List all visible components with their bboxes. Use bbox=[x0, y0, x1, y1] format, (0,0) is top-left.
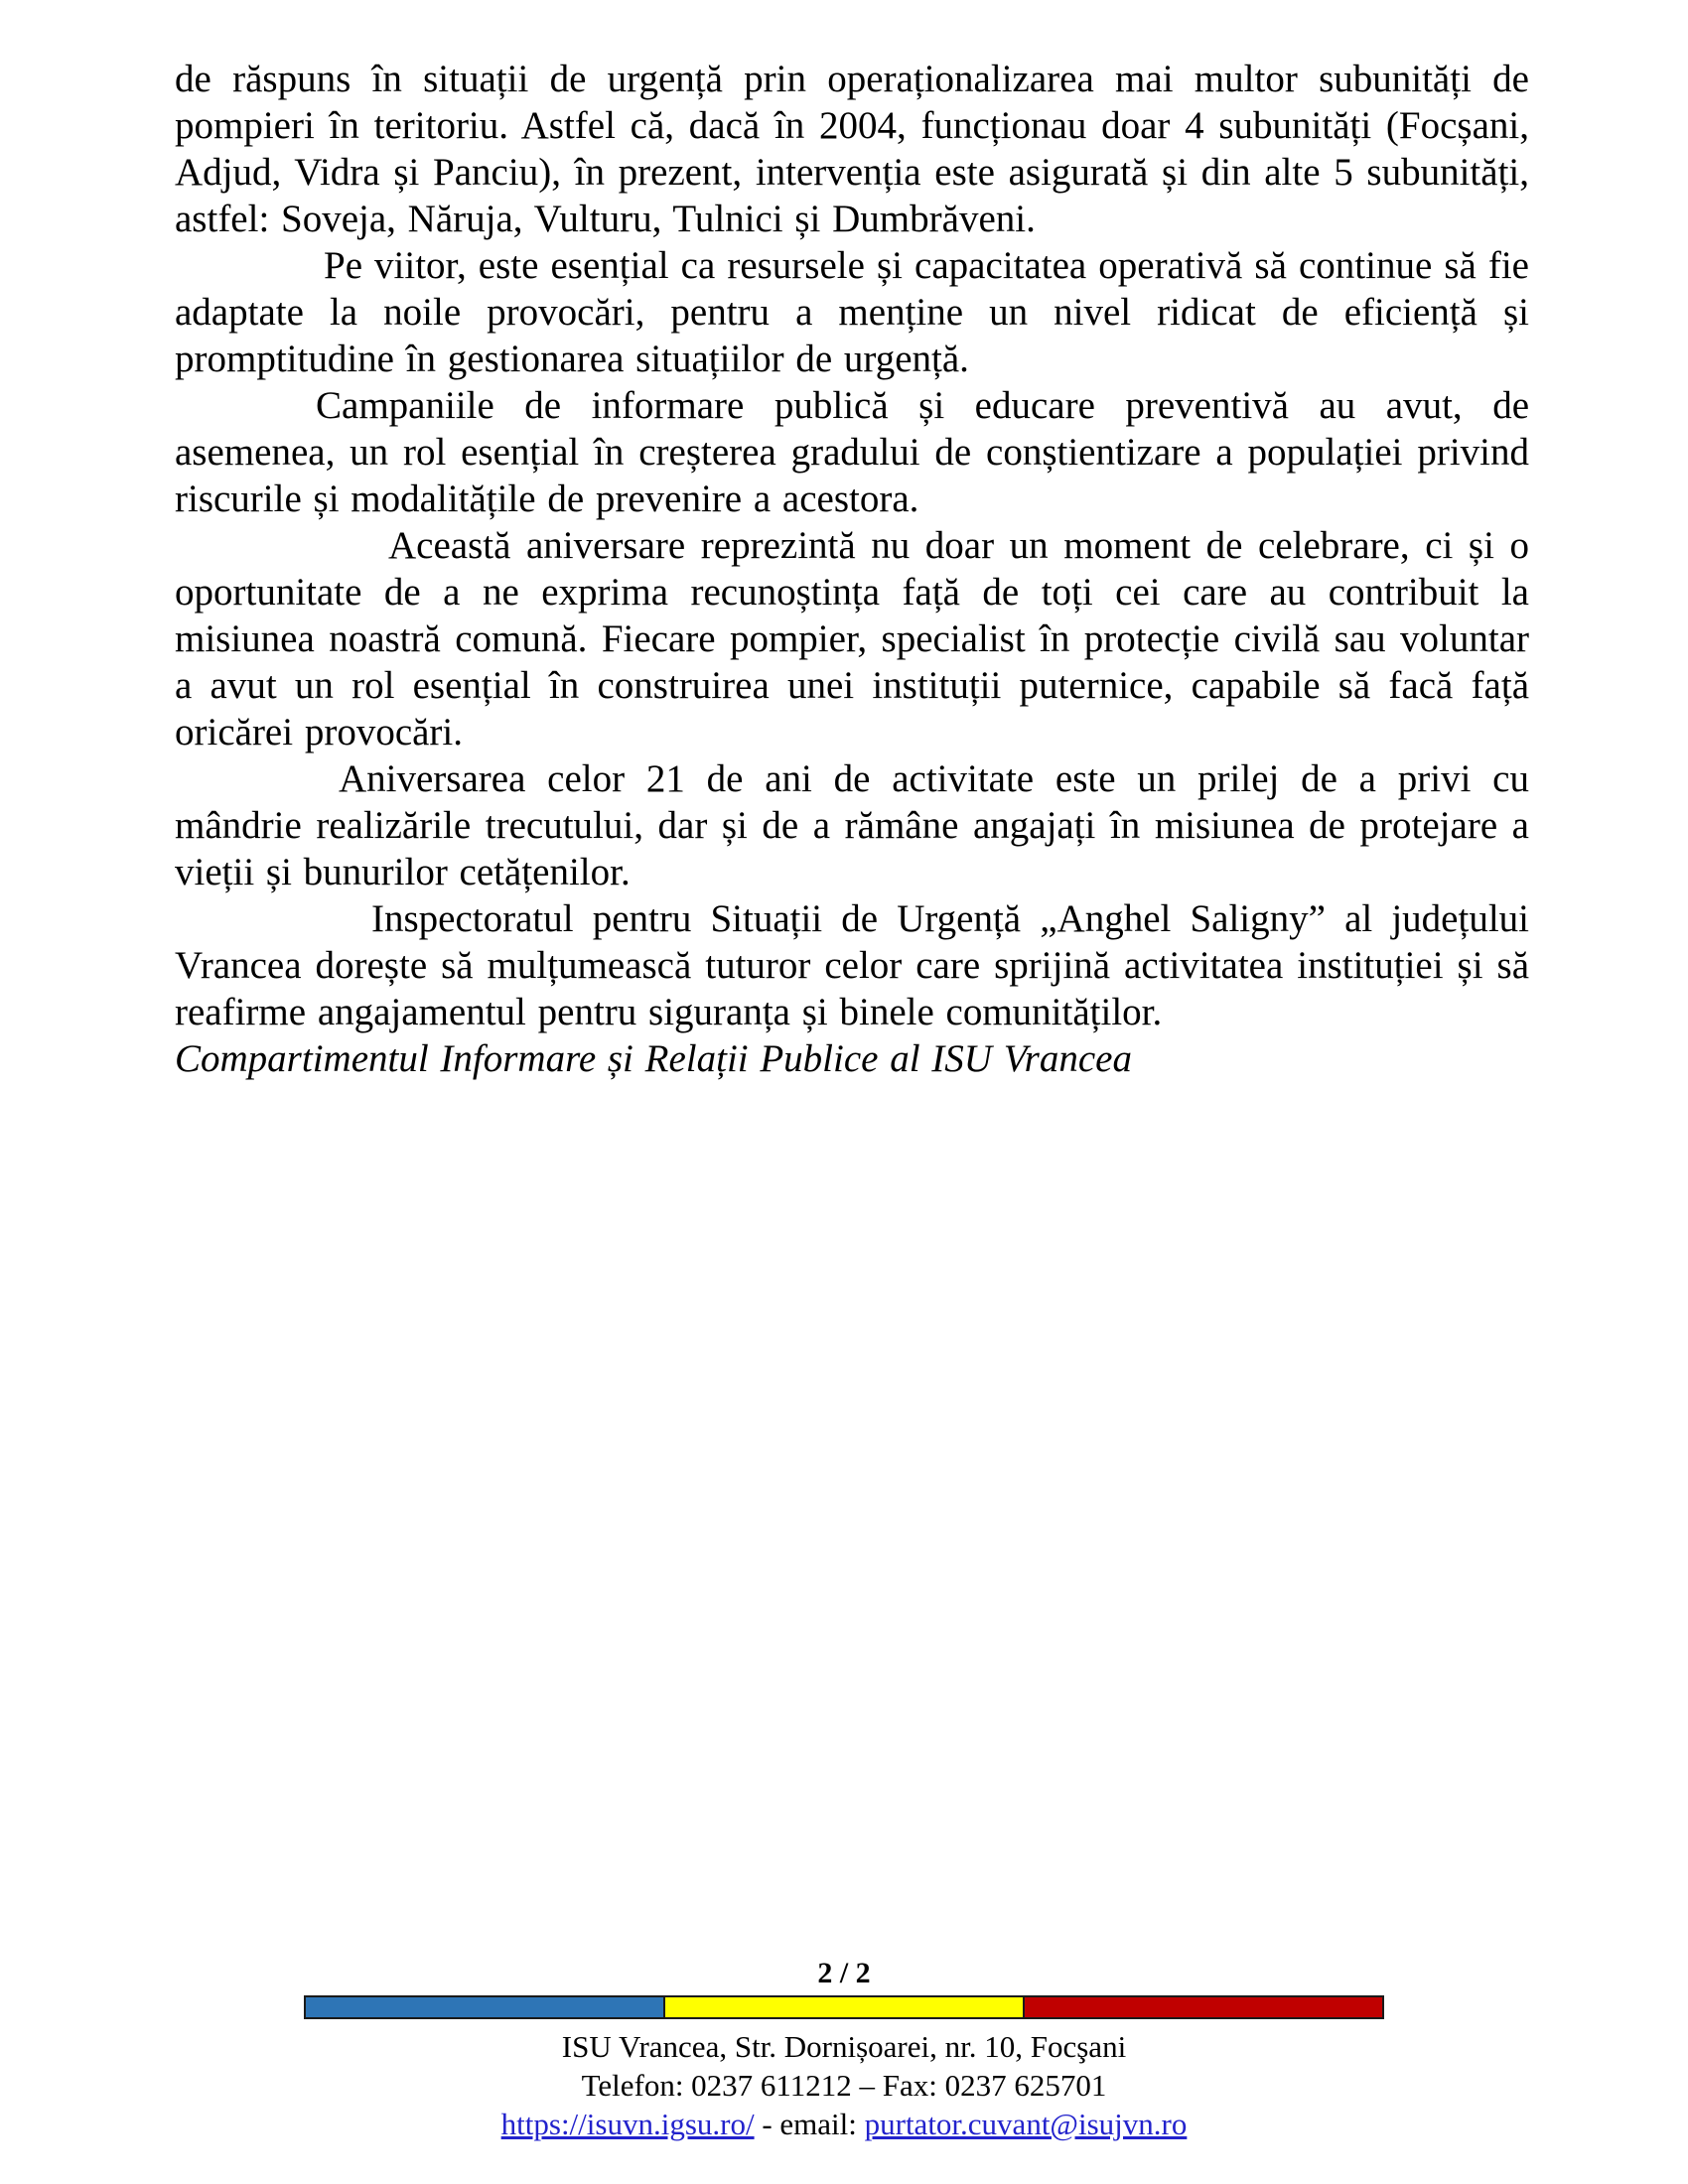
flag-segment-blue bbox=[306, 1997, 663, 2017]
signature-line: Compartimentul Informare și Relații Publice al ISU Vrancea bbox=[175, 1037, 1132, 1080]
flag-segment-red bbox=[1023, 1997, 1382, 2017]
body-paragraph: Pe viitor, este esențial ca resursele și capacitatea operativă să continue să fie adaptate la noile provocări, pentru a menține un nivel ridicat de eficiență și promptitudine în gestionarea situațiilor de urgență. bbox=[175, 244, 1529, 380]
body-paragraph: de răspuns în situații de urgență prin operaționalizarea mai multor subunități de pompieri în teritoriu. Astfel că, dacă în 2004, funcționau doar 4 subunități (Focșani, Adjud, Vidra și Panciu), în prezent, intervenția este asigurată și din alte 5 subunități, astfel: Soveja, Năruja, Vulturu, Tulnici și Dumbrăveni. bbox=[175, 58, 1529, 240]
links-line bbox=[0, 2105, 1688, 2143]
email-separator-label: - email: bbox=[754, 2107, 865, 2141]
body-paragraph: Inspectoratul pentru Situații de Urgență „Anghel Saligny” al județului Vrancea dorește să mulțumească tuturor celor care sprijină activitatea instituției și să reafirme angajamentul pentru siguranța și binele comunităților. bbox=[175, 897, 1529, 1033]
body-paragraph: Aniversarea celor 21 de ani de activitate este un prilej de a privi cu mândrie realizările trecutului, dar și de a rămâne angajați în misiunea de protejare a vieții și bunurilor cetățenilor. bbox=[175, 757, 1529, 893]
page-footer bbox=[0, 1954, 1688, 2143]
document-body bbox=[175, 56, 1529, 1082]
phone-fax-line: Telefon: 0237 611212 – Fax: 0237 625701 bbox=[581, 2068, 1107, 2103]
page-number: 2 / 2 bbox=[817, 1957, 871, 1989]
address-line: ISU Vrancea, Str. Dornișoarei, nr. 10, Focşani bbox=[561, 2029, 1127, 2064]
website-link[interactable]: https://isuvn.igsu.ro/ bbox=[500, 2107, 755, 2141]
email-link[interactable]: purtator.cuvant@isujvn.ro bbox=[864, 2107, 1188, 2141]
body-paragraph: Campaniile de informare publică și educare preventivă au avut, de asemenea, un rol esențial în creșterea gradului de conștientizare a populației privind riscurile și modalitățile de prevenire a acestora. bbox=[175, 384, 1529, 520]
body-paragraph: Această aniversare reprezintă nu doar un moment de celebrare, ci și o oportunitate de a ne exprima recunoștința față de toți cei care au contribuit la misiunea noastră comună. Fiecare pompier, specialist în protecție civilă sau voluntar a avut un rol esențial în construirea unei instituții puternice, capabile să facă față oricărei provocări. bbox=[175, 524, 1529, 753]
flag-segment-yellow bbox=[663, 1997, 1023, 2017]
romanian-flag-bar bbox=[304, 1995, 1384, 2019]
